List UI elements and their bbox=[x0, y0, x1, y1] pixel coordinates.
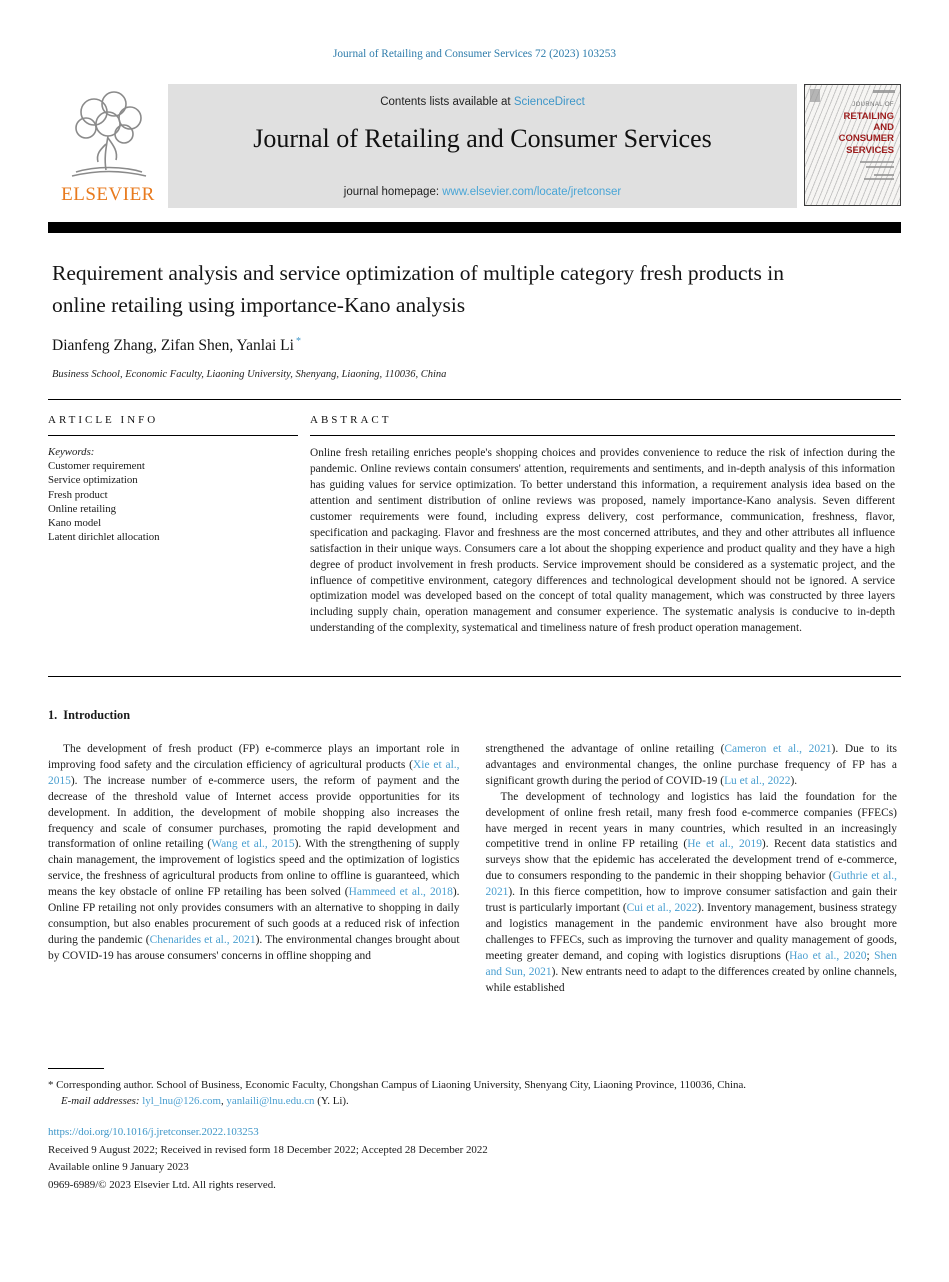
elsevier-tree-icon bbox=[56, 86, 160, 182]
journal-banner-center bbox=[168, 84, 797, 208]
doi-link[interactable]: https://doi.org/10.1016/j.jretconser.2022.103253 bbox=[48, 1126, 259, 1138]
text-segment: The development of technology and logistics has laid the foundation for the development of online fresh retail, many fresh food e-commerce companies (FFECs) have merged in recent years in many countries, which resulted in an increasingly competitive trend in online FP retailing ( bbox=[485, 790, 897, 851]
contents-prefix: Contents lists available at bbox=[380, 96, 514, 108]
citation-link[interactable]: lyl_lnu@126.com bbox=[142, 1095, 221, 1108]
article-footer bbox=[48, 1124, 897, 1194]
homepage-prefix: journal homepage: bbox=[343, 186, 443, 198]
divider bbox=[48, 676, 901, 677]
keyword: Customer requirement bbox=[48, 460, 145, 472]
keyword: Fresh product bbox=[48, 488, 108, 501]
received-dates: Received 9 August 2022; Received in revised form 18 December 2022; Accepted 28 December 2022 bbox=[48, 1143, 488, 1156]
article-info-column bbox=[48, 414, 298, 637]
footnote-line bbox=[48, 1077, 897, 1093]
keyword: Kano model bbox=[48, 517, 102, 529]
cover-emblem-icon bbox=[810, 89, 820, 102]
cover-issn-placeholder bbox=[873, 90, 895, 93]
citation-link[interactable]: Hao et al., 2020 bbox=[789, 949, 867, 962]
article-info-heading: ARTICLE INFO bbox=[48, 414, 298, 436]
journal-citation-header: Journal of Retailing and Consumer Services 72 (2023) 103253 bbox=[332, 48, 616, 60]
citation-link[interactable]: Wang et al., 2015 bbox=[211, 838, 295, 851]
section-heading-introduction: 1. Introduction bbox=[48, 708, 131, 722]
citation-link[interactable]: He et al., 2019 bbox=[687, 838, 762, 851]
contents-list-line bbox=[168, 96, 797, 108]
issn-copyright: 0969-6989/© 2023 Elsevier Ltd. All rights reserved. bbox=[48, 1178, 276, 1191]
journal-header-banner bbox=[48, 84, 901, 208]
affiliation: Business School, Economic Faculty, Liaoning University, Shenyang, Liaoning, 110036, China bbox=[52, 369, 447, 380]
cover-title-line: RETAILING bbox=[843, 111, 894, 122]
corresponding-author-asterisk[interactable]: * bbox=[295, 336, 301, 347]
elsevier-wordmark: ELSEVIER bbox=[61, 184, 155, 205]
cover-title-line: CONSUMER bbox=[838, 133, 894, 145]
journal-title: Journal of Retailing and Consumer Services bbox=[253, 124, 712, 153]
cover-title-line: SERVICES bbox=[846, 144, 894, 156]
citation-link[interactable]: Hammeed et al., 2018 bbox=[348, 886, 453, 899]
cover-text-placeholder bbox=[866, 166, 894, 168]
text-segment: ). The increase number of e-commerce users, the reform of payment and the decrease of the threshold value of Internet access provide opportunities for its development. In addition, the development of mobile shopping also increases the frequency and scale of consumer purchases, promoting the rapid development and transformation of online retailing ( bbox=[48, 774, 460, 851]
text-segment: ). bbox=[790, 774, 798, 787]
footnote-email-line bbox=[48, 1093, 897, 1109]
text-segment: The development of fresh product (FP) e-commerce plays an important role in improving food safety and the circulation efficiency of agricultural products ( bbox=[48, 743, 460, 771]
text-segment: * Corresponding author. School of Business, Economic Faculty, Chongshan Campus of Liaoning University, Shenyang City, Liaoning Province, 110036, China. bbox=[48, 1079, 747, 1091]
intro-paragraph bbox=[48, 742, 460, 965]
corresponding-author-footnote bbox=[48, 1077, 897, 1110]
abstract-heading: ABSTRACT bbox=[310, 414, 895, 436]
keywords-label: Keywords: bbox=[48, 446, 95, 458]
citation-link[interactable]: yanlaili@lnu.edu.cn bbox=[226, 1095, 315, 1108]
citation-link[interactable]: Shen and Sun, 2021 bbox=[485, 949, 897, 978]
right-column bbox=[486, 742, 898, 997]
citation-link[interactable]: Guthrie et al., 2021 bbox=[485, 870, 897, 899]
cover-text-placeholder bbox=[874, 174, 894, 176]
cover-title bbox=[839, 111, 894, 156]
text-segment: strengthened the advantage of online retailing ( bbox=[485, 743, 725, 755]
citation-link[interactable]: Chenarides et al., 2021 bbox=[149, 933, 256, 946]
text-segment: ). Inventory management, business strategy and logistics management in the pandemic environment have also brought more challenges to FFECs, such as improving the turnover and quality management of goods, meeting greater demand, and coping with logistics disruptions ( bbox=[485, 902, 897, 962]
citation-link[interactable]: Lu et al., 2022 bbox=[724, 774, 791, 787]
divider bbox=[48, 399, 901, 400]
intro-paragraph bbox=[486, 742, 898, 790]
text-segment: ). In this fierce competition, how to improve consumer satisfaction and gain their trust is particularly important ( bbox=[485, 886, 897, 915]
text-segment: E-mail addresses: bbox=[61, 1095, 143, 1108]
journal-cover-thumbnail bbox=[804, 84, 901, 206]
abstract-column bbox=[310, 414, 895, 637]
journal-homepage-line bbox=[168, 186, 797, 198]
article-title: Requirement analysis and service optimization of multiple category fresh products in online retailing using importance-Kano analysis bbox=[52, 261, 784, 317]
info-abstract-section bbox=[48, 414, 895, 637]
author-line bbox=[52, 336, 301, 355]
keyword: Latent dirichlet allocation bbox=[48, 531, 160, 544]
text-segment: ). Due to its advantages and environmental changes, the online purchase frequency of FP has a significant growth during the period of COVID-19 ( bbox=[485, 743, 897, 787]
text-segment: (Y. Li). bbox=[314, 1095, 349, 1108]
cover-text-placeholder bbox=[864, 178, 894, 180]
text-segment: ). With the strengthening of supply chain management, the improvement of logistics speed and the optimization of logistics service, the freshness of agricultural products from online to offline is guaranteed, which means the key obstacle of online FP retailing has been solved ( bbox=[48, 838, 460, 899]
citation-link[interactable]: Cameron et al., 2021 bbox=[724, 743, 832, 755]
text-segment: ). Online FP retailing not only provides consumers with an alternative to shopping in daily consumption, but also enables procurement of such goods at a reduced risk of infection during the pandemic ( bbox=[48, 886, 460, 946]
elsevier-logo bbox=[48, 84, 168, 208]
text-segment: ; bbox=[866, 949, 875, 962]
text-segment: ). Recent data statistics and surveys show that the epidemic has accelerated the development trend of e-commerce, due to consumers responding to the pandemic in their shopping behavior ( bbox=[485, 838, 897, 883]
left-column bbox=[48, 742, 460, 997]
keyword: Service optimization bbox=[48, 474, 138, 487]
citation-link[interactable]: Xie et al., 2015 bbox=[48, 758, 460, 787]
text-segment: , bbox=[220, 1095, 227, 1108]
cover-journal-of: JOURNAL OF bbox=[852, 102, 894, 108]
author-names: Dianfeng Zhang, Zifan Shen, Yanlai Li bbox=[52, 337, 294, 355]
available-online: Available online 9 January 2023 bbox=[48, 1161, 189, 1174]
citation-link[interactable]: Cui et al., 2022 bbox=[626, 902, 698, 915]
text-segment: ). New entrants need to adapt to the differences created by online channels, while established bbox=[485, 965, 898, 994]
cover-title-line: AND bbox=[873, 122, 894, 134]
cover-text-placeholder bbox=[860, 161, 894, 163]
intro-paragraph bbox=[486, 790, 898, 997]
abstract-text: Online fresh retailing enriches people's shopping choices and provides convenience to reduce the risk of infection during the pandemic. Online reviews contain consumers' attention, requirements and sentiments, and in-depth analysis of this information has guiding values for service optimization. To better understand this information, a requirement analysis idea based on the attention and sentiment distribution of online reviews was proposed, namely importance-Kano analysis. Seven different customer requirements were found, including express delivery, cost performance, communication, freshness, flavor, specification and packaging. Flavor and freshness are the most concerned attributes, and they and other attributes all influence satisfaction in their unique ways. Consumers care a lot about the shopping experience and product quality and they have a high degree of product involvement in fresh products. Service improvement should be considered as a systematic project, and the influence of competitive environment, category differences and technological development should not be ignored. A service optimization model was developed based on the concept of total quality management, which was constructed by three layers including supply chain, operation management and consumer experience. The systematic analysis is conducive to in-depth understanding of the complexity, systematical and timeliness nature of fresh product operation management. bbox=[310, 447, 895, 635]
header-divider-bar bbox=[48, 222, 901, 233]
journal-homepage-link[interactable]: www.elsevier.com/locate/jretconser bbox=[442, 186, 622, 198]
body-columns bbox=[48, 742, 897, 997]
text-segment: ). The environmental changes brought about by COVID-19 has arouse consumers' concerns in offline shopping and bbox=[48, 933, 460, 962]
footnote-divider bbox=[48, 1068, 104, 1069]
keyword: Online retailing bbox=[48, 502, 117, 515]
sciencedirect-link[interactable]: ScienceDirect bbox=[513, 96, 585, 108]
